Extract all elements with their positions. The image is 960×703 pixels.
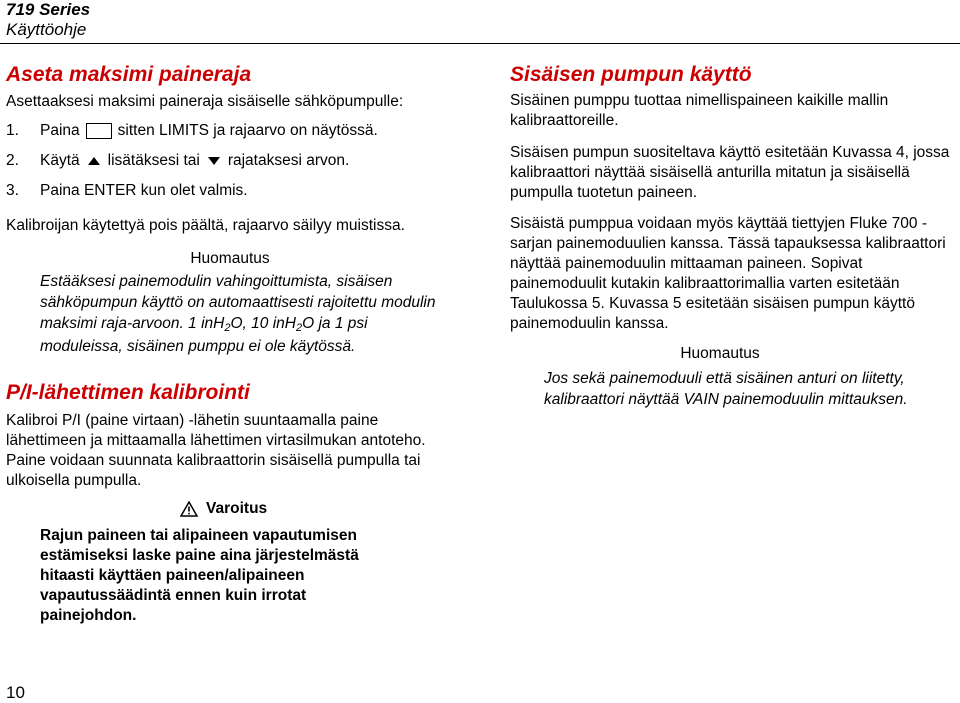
step-number: 2. bbox=[6, 152, 19, 169]
note-title: Huomautus bbox=[190, 250, 270, 267]
series-title: 719 Series bbox=[6, 0, 91, 19]
up-arrow-icon bbox=[88, 157, 100, 165]
step-3 bbox=[6, 181, 248, 201]
memory-text: Kalibroijan käytettyä pois päältä, rajaarvo säilyy muistissa. bbox=[6, 217, 405, 234]
pump-paragraph-3: Sisäistä pumppua voidaan myös käyttää tiettyjen Fluke 700 -sarjan painemoduulien kanssa. Tässä tapauksessa kalibraattori näyttää painemoduulin mittaaman paineen. Sopivat painemoduulit kutakin kalibraattorimallia varten esitetään Taulukossa 5. Kuvassa 5 esitetään sisäisen pumpun käyttö painemoduulin kanssa. bbox=[510, 215, 946, 332]
note-title-right: Huomautus bbox=[680, 345, 760, 362]
page-header bbox=[6, 0, 90, 40]
heading-max-pressure: Aseta maksimi paineraja bbox=[6, 63, 252, 86]
note-text: O ja 1 psi moduleissa, sisäinen pumppu ei ole käytössä. bbox=[40, 315, 368, 355]
note-subscript: 2 bbox=[295, 322, 303, 334]
warning-label: Varoitus bbox=[206, 500, 268, 517]
step-text: lisätäksesi tai bbox=[107, 152, 200, 169]
note-body-right: Jos sekä painemoduuli että sisäinen anturi on liitetty, kalibraattori näyttää VAIN painemoduulin mittauksen. bbox=[544, 370, 908, 408]
step-text: rajataksesi arvon. bbox=[227, 152, 350, 169]
pump-paragraph-1: Sisäinen pumppu tuottaa nimellispaineen kaikille mallin kalibraattoreille. bbox=[510, 92, 889, 129]
key-button-icon bbox=[86, 123, 112, 139]
step-text: Paina ENTER kun olet valmis. bbox=[40, 182, 248, 199]
step-text: Paina bbox=[40, 122, 80, 139]
header-rule bbox=[0, 43, 960, 44]
heading-pi-calibration: P/I-lähettimen kalibrointi bbox=[6, 381, 250, 404]
note-text: 10 inH bbox=[251, 315, 296, 332]
warning-icon bbox=[180, 501, 198, 517]
heading-internal-pump: Sisäisen pumpun käyttö bbox=[510, 63, 752, 86]
down-arrow-icon bbox=[208, 157, 220, 165]
page-number: 10 bbox=[6, 683, 25, 702]
pi-text: Kalibroi P/I (paine virtaan) -lähetin suuntaamalla paine lähettimeen ja mittaamalla lähettimen virtasilmukan antoteho. Paine voidaan suunnata kalibraattorin sisäisellä pumpulla tai ulkoisella pumpulla. bbox=[6, 412, 426, 489]
step-number: 3. bbox=[6, 182, 19, 199]
step-text: sitten LIMITS ja rajaarvo on näytössä. bbox=[117, 122, 378, 139]
step-number: 1. bbox=[6, 122, 19, 139]
step-text: Käytä bbox=[40, 152, 80, 169]
manual-subtitle: Käyttöohje bbox=[6, 20, 87, 39]
intro-text: Asettaaksesi maksimi paineraja sisäiselle sähköpumpulle: bbox=[6, 93, 404, 110]
warning-text: Rajun paineen tai alipaineen vapautumisen estämiseksi laske paine aina järjestelmästä hitaasti käyttäen paineen/alipaineen vapautussäädintä ennen kuin irrotat painejohdon. bbox=[40, 527, 359, 624]
warning-title bbox=[180, 499, 267, 519]
note-subscript: 2 bbox=[224, 322, 231, 334]
note-text: Estääksesi painemodulin vahingoittumista, sisäisen sähköpumpun käyttö on automaattisesti rajoitettu modulin maksimi raja-arvoon. 1 inH bbox=[40, 273, 436, 332]
pump-paragraph-2: Sisäisen pumpun suositeltava käyttö esitetään Kuvassa 4, jossa kalibraattori näyttää sisäisellä anturilla mitatun ja sisäisellä pumpulla tuotetun paineen. bbox=[510, 144, 950, 201]
step-2 bbox=[6, 151, 349, 171]
note-text: O, bbox=[230, 315, 247, 332]
step-1 bbox=[6, 121, 378, 141]
note-body bbox=[40, 271, 445, 357]
